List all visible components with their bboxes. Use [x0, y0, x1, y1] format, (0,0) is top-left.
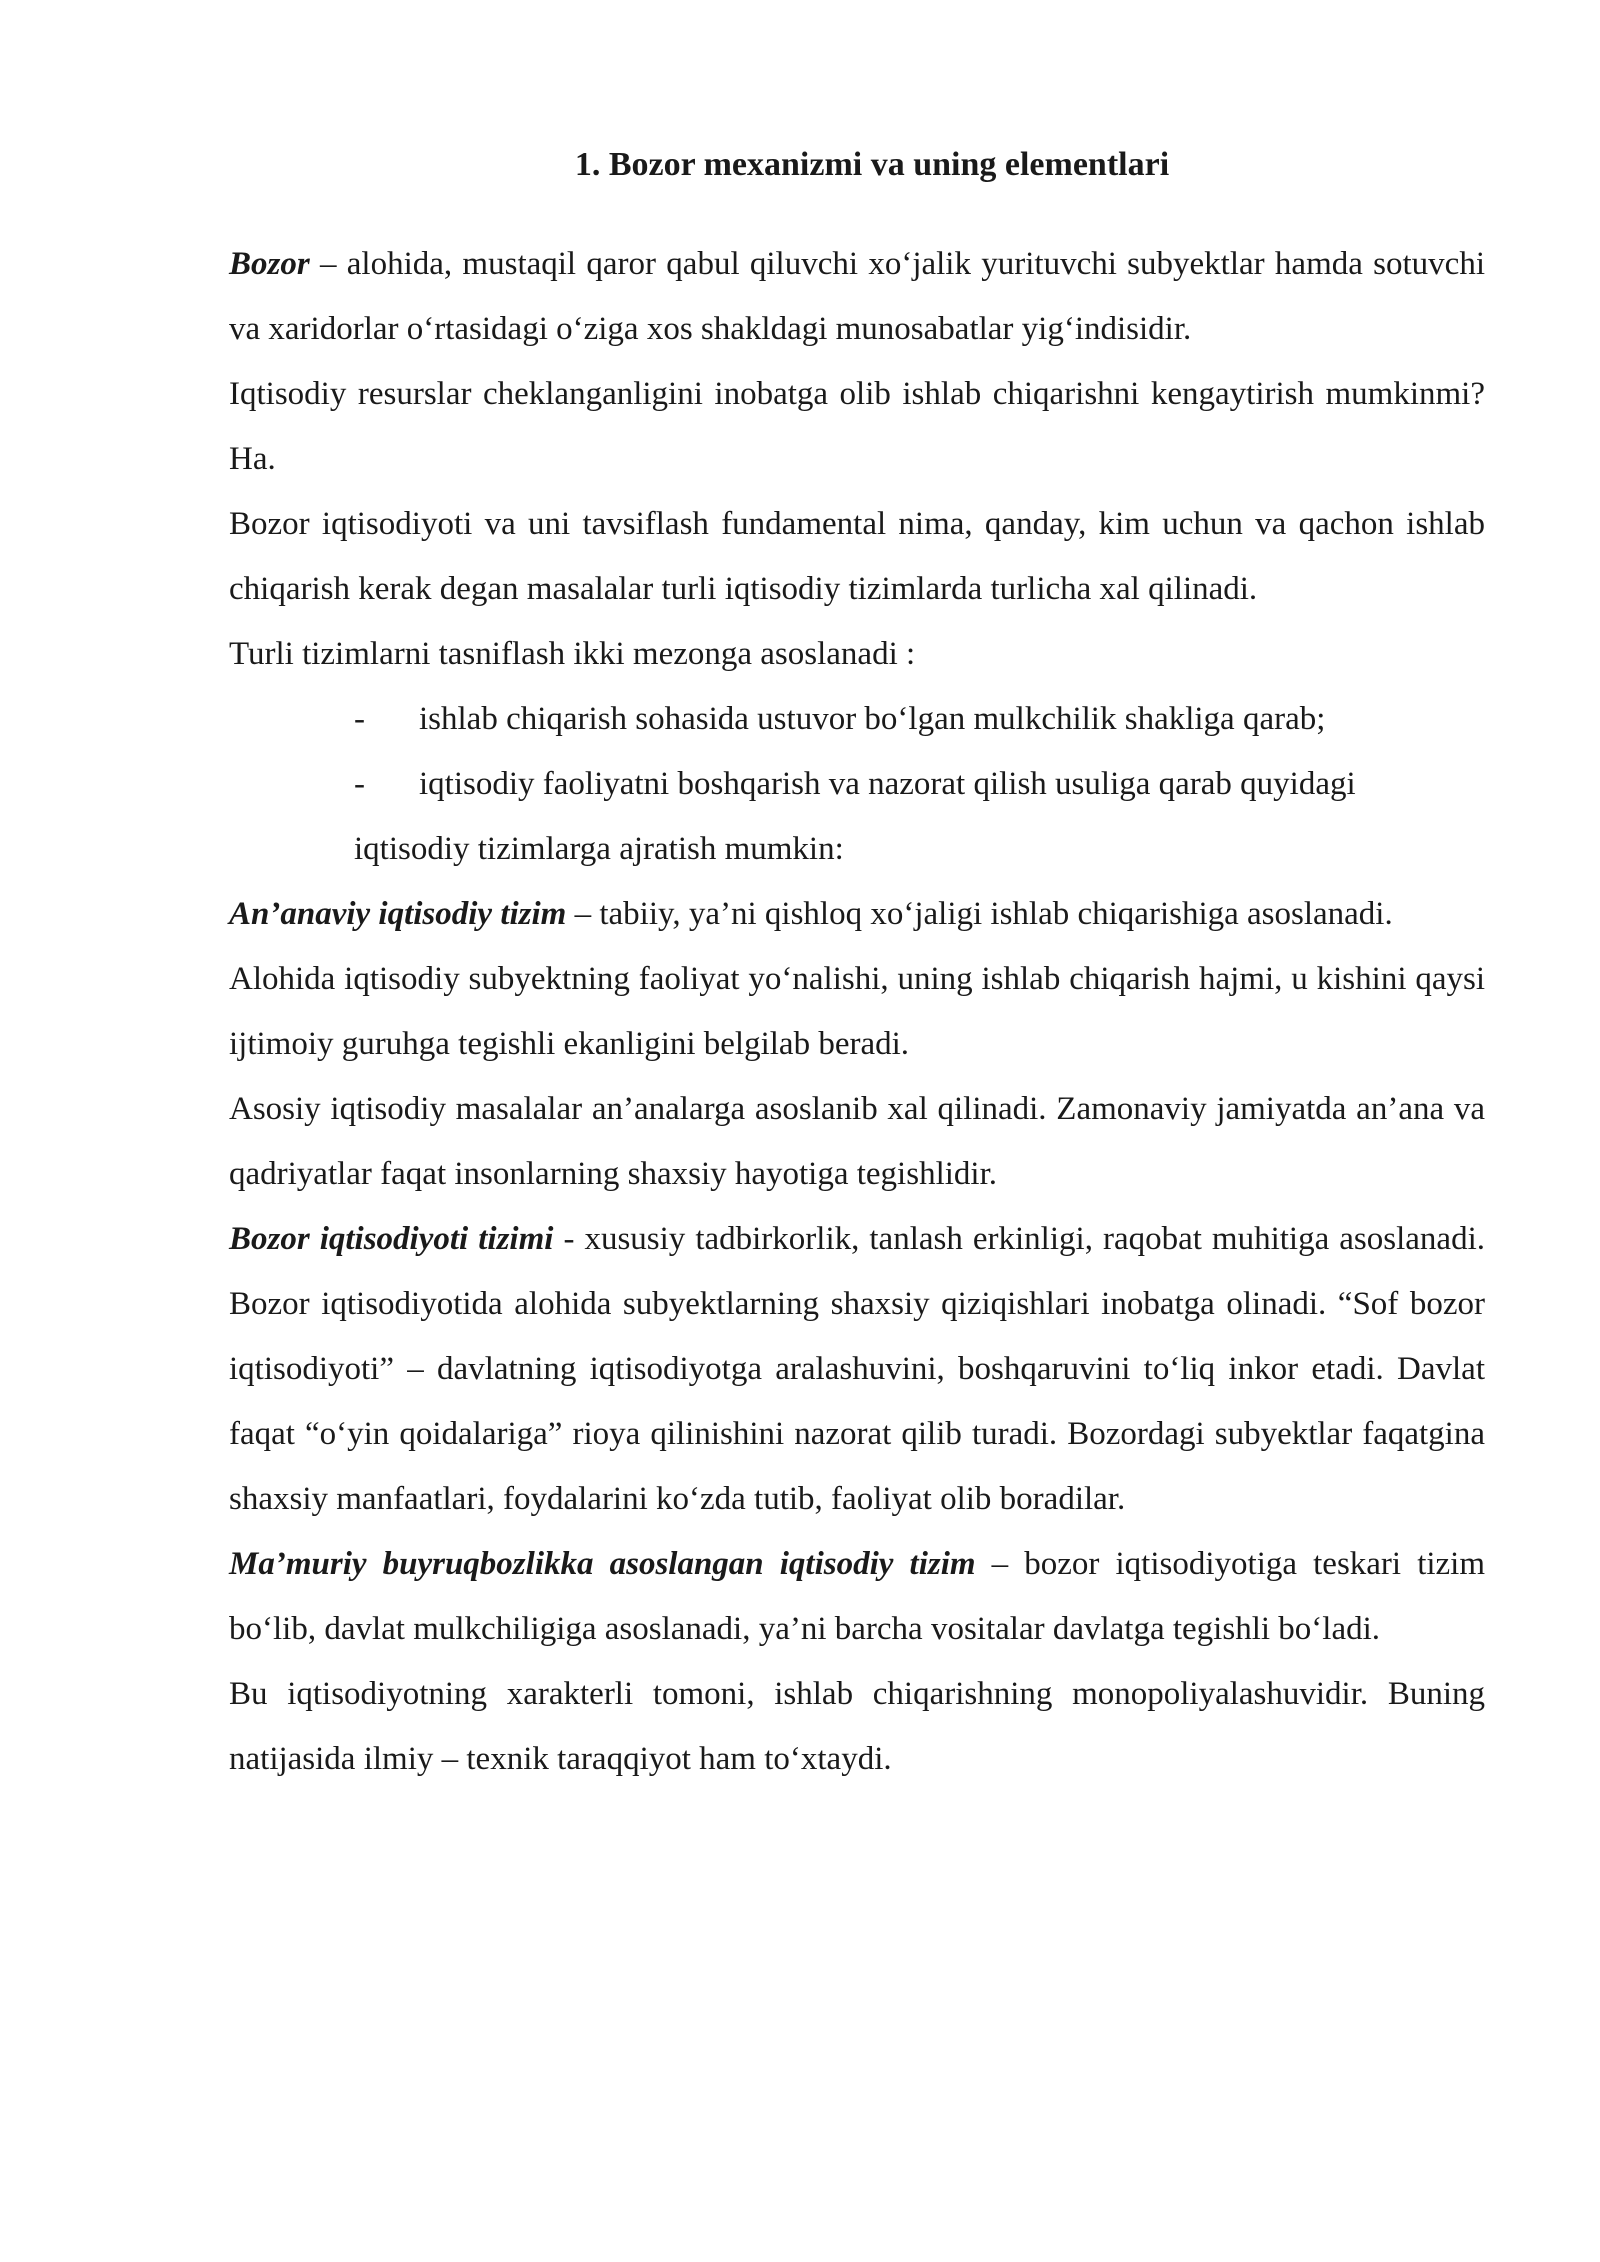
paragraph-bozor-definition [229, 232, 1485, 362]
list-dash: - [354, 701, 365, 737]
term-traditional-economy: An’anaviy iqtisodiy tizim [229, 896, 567, 932]
document-page [229, 140, 1485, 1792]
paragraph-command-economy [229, 1532, 1485, 1662]
criteria-list [229, 687, 1485, 882]
paragraph-market-economy: Bozor iqtisodiyoti va uni tavsiflash fundamental nima, qanday, kim uchun va qachon ishlab chiqarish kerak degan masalalar turli iqtisodiy tizimlarda turlicha xal qilinadi. [229, 506, 1485, 607]
paragraph-subject-activity: Alohida iqtisodiy subyektning faoliyat yo‘nalishi, uning ishlab chiqarish hajmi, u kishini qaysi ijtimoiy guruhga tegishli ekanligini belgilab beradi. [229, 961, 1485, 1062]
term-bozor: Bozor [229, 246, 310, 282]
list-item-continuation: iqtisodiy tizimlarga ajratish mumkin: [354, 831, 844, 867]
definition-text: – bozor iqtisodiyotiga teskari tizim bo‘lib, davlat mulkchiligiga asoslanadi, ya’ni barcha vositalar davlatga tegishli bo‘ladi. [229, 1546, 1486, 1647]
list-item [229, 752, 1485, 882]
definition-text: - xususiy tadbirkorlik, tanlash erkinligi, raqobat muhitiga asoslanadi. Bozor iqtisodiyotida alohida subyektlarning shaxsiy qiziqishlari inobatga olinadi. “Sof bozor iqtisodiyoti” – davlatning iqtisodiyotga aralashuvini, boshqaruvini to‘liq inkor etadi. Davlat faqat “o‘yin qoidalariga” rioya qilinishini nazorat qilib turadi. Bozordagi subyektlar faqatgina shaxsiy manfaatlari, foydalarini ko‘zda tutib, faoliyat olib boradilar. [229, 1221, 1485, 1517]
list-item-text: ishlab chiqarish sohasida ustuvor bo‘lgan mulkchilik shakliga qarab; [419, 701, 1326, 737]
term-market-system: Bozor iqtisodiyoti tizimi [229, 1221, 554, 1257]
paragraph-traditional-economy [229, 882, 1485, 947]
paragraph-monopolization: Bu iqtisodiyotning xarakterli tomoni, ishlab chiqarishning monopoliyalashuvidir. Buning natijasida ilmiy – texnik taraqqiyot ham to‘xtaydi. [229, 1676, 1485, 1777]
term-command-economy: Ma’muriy buyruqbozlikka asoslangan iqtisodiy tizim [229, 1546, 976, 1582]
paragraph-resources: Iqtisodiy resurslar cheklanganligini inobatga olib ishlab chiqarishni kengaytirish mumkinmi? Ha. [229, 376, 1485, 477]
paragraph-market-system [229, 1207, 1485, 1532]
definition-text: – tabiiy, ya’ni qishloq xo‘jaligi ishlab chiqarishiga asoslanadi. [566, 896, 1393, 932]
paragraph-traditions: Asosiy iqtisodiy masalalar an’analarga asoslanib xal qilinadi. Zamonaviy jamiyatda an’ana va qadriyatlar faqat insonlarning shaxsiy hayotiga tegishlidir. [229, 1091, 1485, 1192]
definition-text: – alohida, mustaqil qaror qabul qiluvchi xo‘jalik yurituvchi subyektlar hamda sotuvchi va xaridorlar o‘rtasidagi o‘ziga xos shakldagi munosabatlar yig‘indisidir. [229, 246, 1485, 347]
list-dash: - [354, 766, 365, 802]
paragraph-classification: Turli tizimlarni tasniflash ikki mezonga asoslanadi : [229, 636, 916, 672]
list-item [229, 687, 1485, 752]
page-title: 1. Bozor mexanizmi va uning elementlari [574, 146, 1170, 183]
list-item-text: iqtisodiy faoliyatni boshqarish va nazorat qilish usuliga qarab quyidagi [419, 766, 1356, 802]
